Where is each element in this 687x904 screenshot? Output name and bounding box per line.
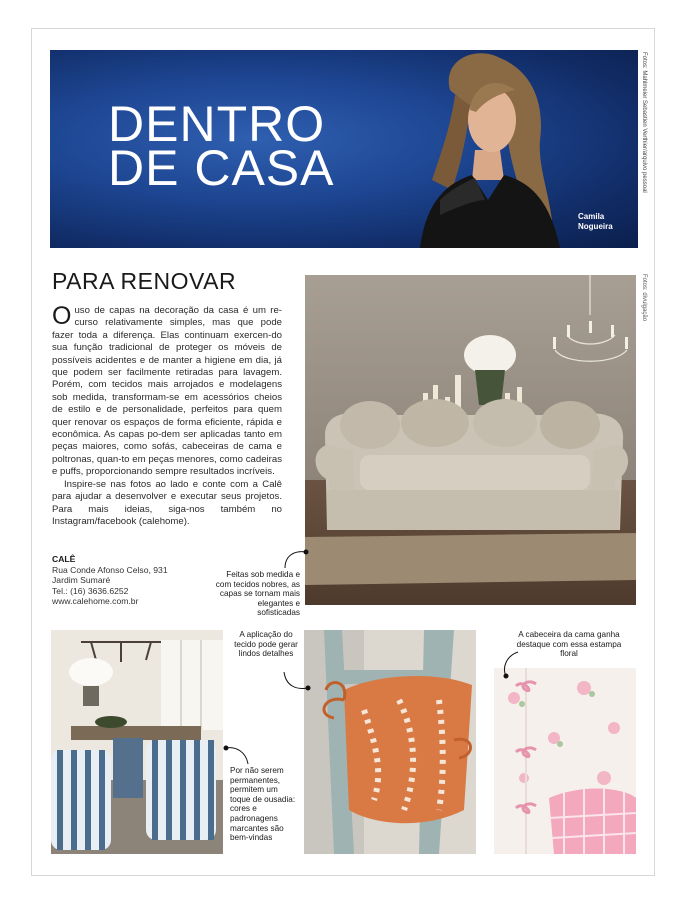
dining-photo	[51, 630, 223, 854]
fabric-caption: A aplicação do tecido pode gerar lindos detalhes	[234, 630, 298, 659]
contact-address: Rua Conde Afonso Celso, 931	[52, 564, 168, 575]
header-title-line1: DENTRO	[108, 96, 326, 152]
header-banner	[50, 50, 638, 248]
portrait-first-name: Camila	[578, 212, 605, 221]
contact-website[interactable]: www.calehome.com.br	[52, 596, 139, 607]
portrait-last-name: Nogueira	[578, 222, 613, 231]
dropcap: O	[52, 302, 72, 330]
article-paragraph-2: Inspire-se nas fotos ao lado e conte com a Calê para ajudar a desenvolver e executar seus projetos. Para mais ideias, siga-nos também no Instagram/facebook (calehome).	[52, 478, 282, 527]
header-title-line2: DE CASA	[108, 140, 335, 196]
portrait-name	[578, 212, 613, 232]
article-body	[52, 302, 282, 528]
contact-block	[52, 554, 168, 607]
article-paragraph-1	[52, 302, 282, 479]
banner-photo-credit-text: Fotos: Mahlmeier Sebastien Verthier/arquivo pessoal	[641, 52, 647, 193]
dining-caption: Por não serem permanentes, permitem um toque de ousadia: cores e padronagens marcantes são bem-vindas	[230, 766, 296, 843]
bed-photo	[494, 668, 636, 854]
photos-credit-text: Fotos: divulgação	[641, 274, 647, 322]
sofa-caption: Feitas sob medida e com tecidos nobres, as capas se tornam mais elegantes e sofisticadas	[215, 570, 300, 618]
chair-photo	[304, 630, 476, 854]
article-paragraph-1-text: uso de capas na decoração da casa é um re-curso relativamente simples, mas que pode fazer toda a diferença. Elas continuam exercen-do sua função tradicional de proteger os móveis de possíveis acidentes e de manter a higiene em dia, já que podem ser facilmente retiradas para lavagem. Porém, com tecidos mais arrojados e modelagens sob medida, transformam-se em acessórios cheios de estilo e de personalidade, perfeitos para quem quer renovar os espaços de forma eficiente, rápida e econômica. As capas po-dem ser aplicadas tanto em peças maiores, como sofás, cabeceiras de cama e poltronas, quan-to em peças menores, como cadeiras e puffs, proporcionando sempre resultados incríveis.	[52, 305, 282, 478]
contact-neighborhood: Jardim Sumaré	[52, 575, 111, 586]
banner-photo-credit	[636, 52, 648, 242]
portrait-photo	[380, 50, 580, 248]
contact-phone: Tel.: (16) 3636.6252	[52, 585, 129, 596]
article-title: PARA RENOVAR	[52, 268, 237, 294]
bed-caption: A cabeceira da cama ganha destaque com essa estampa floral	[516, 630, 622, 659]
contact-brand: CALÊ	[52, 554, 76, 564]
photos-credit	[638, 274, 648, 354]
section-header-title	[108, 96, 335, 196]
sofa-photo	[305, 275, 636, 605]
